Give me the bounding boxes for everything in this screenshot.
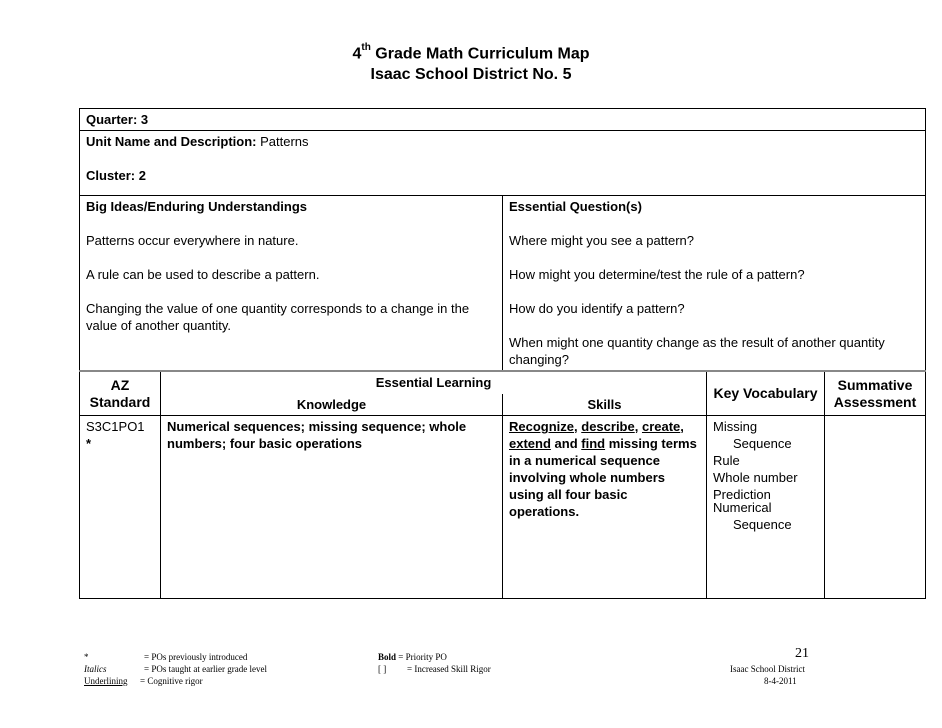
district-title: Isaac School District No. 5 [370,66,572,83]
skills-header: Skills [503,394,707,416]
legend-item: Underlining [84,676,128,686]
legend-bracket: [ ] [378,664,387,674]
vocab-term: Rule [713,453,740,468]
legend-text: = Cognitive rigor [140,676,203,686]
vocab-term: Sequence [733,436,792,451]
standard-cell [80,416,161,599]
unit-row: Unit Name and Description: Patterns Cluster: 2 [80,131,926,196]
question-item: How do you identify a pattern? [509,301,685,316]
az-standard-header: AZ Standard [80,371,161,416]
big-idea-item: A rule can be used to describe a pattern. [86,267,320,282]
page-number: 21 [795,646,809,661]
essential-questions-heading: Essential Question(s) [509,199,642,214]
question-item: How might you determine/test the rule of a pattern? [509,267,805,282]
legend-bold: Bold = Priority PO [378,652,447,662]
quarter-row: Quarter: 3 [80,109,926,131]
footer-org: Isaac School District [730,664,805,674]
big-idea-item: Changing the value of one quantity corresponds to a change in the value of another quantity. [86,301,470,333]
big-ideas-cell [80,196,503,372]
knowledge-cell: Numerical sequences; missing sequence; whole numbers; four basic operations [161,416,503,599]
legend-item: Italics [84,664,107,674]
legend-item: * = POs previously introduced [84,652,248,662]
vocabulary-cell [707,416,825,599]
standard-code: S3C1PO1 [86,419,145,434]
vocab-term: Prediction [713,487,771,502]
big-idea-item: Patterns occur everywhere in nature. [86,233,299,248]
big-ideas-heading: Big Ideas/Enduring Understandings [86,199,308,214]
legend-bracket-text: = Increased Skill Rigor [407,664,491,674]
vocab-term: Whole number [713,470,798,485]
summative-assessment-header: Summative Assessment [825,371,926,416]
question-item: Where might you see a pattern? [509,233,694,248]
vocab-term: Missing [713,419,758,434]
skills-cell: Recognize, describe, create, extend and find missing terms in a numerical sequence involving whole numbers using all four basic operations. [503,416,707,599]
vocab-term: Numerical [713,500,772,515]
vocab-term: Sequence [733,517,792,532]
essential-questions-cell [503,196,926,372]
footer-date: 8-4-2011 [764,676,797,686]
assessment-cell [825,416,926,599]
standard-mark: * [86,436,92,451]
knowledge-header: Knowledge [161,394,503,416]
essential-learning-header: Essential Learning [161,371,707,394]
key-vocabulary-header: Key Vocabulary [707,371,825,416]
legend-text: = POs taught at earlier grade level [144,664,268,674]
page-title: 4th Grade Math Curriculum Map [352,42,590,63]
curriculum-table [79,108,926,599]
question-item: When might one quantity change as the result of another quantity changing? [509,335,885,367]
